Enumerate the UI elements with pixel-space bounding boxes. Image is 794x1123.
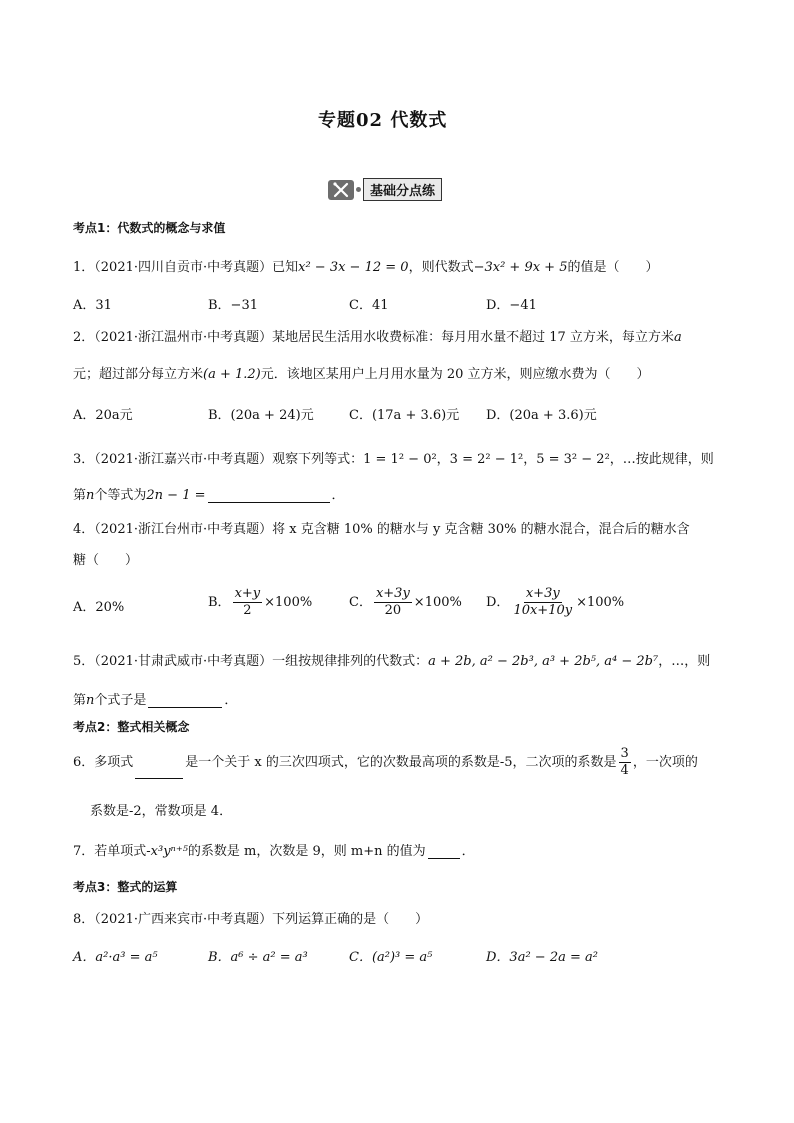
page-title: 专题02 代数式 <box>318 110 448 131</box>
q4-d-fraction: $\frac{x+3y}{10x+10y}$ <box>513 586 573 618</box>
q1-equation: x² − 3x − 12 = 0 <box>298 260 409 275</box>
q4-option-b: B． $\frac{x+y}{2}$ ×100% <box>208 586 313 618</box>
q6-fraction: $\frac{3}{4}$ <box>620 746 629 778</box>
q5-answer-blank <box>148 693 222 708</box>
question-3-line-2: 第n个等式为2n − 1 = ． <box>73 488 345 503</box>
q4-option-c: C． $\frac{x+3y}{20}$ ×100% <box>349 586 462 618</box>
knowledge-point-2: 考点2：整式相关概念 <box>73 720 190 734</box>
q8-option-a: A．a²·a³ = a⁵ <box>73 950 158 965</box>
q3-answer-blank <box>208 488 330 503</box>
question-7: 7．若单项式-x³yⁿ⁺⁵的系数是 m，次数是 9，则 m+n 的值为 ． <box>73 844 475 859</box>
q1-expression: −3x² + 9x + 5 <box>473 260 568 275</box>
section-badge <box>328 178 442 201</box>
question-2-line-1: 2．（2021·浙江温州市·中考真题）某地居民生活用水收费标准：每月用水量不超过 17 立方米，每立方米a <box>73 330 682 345</box>
q8-option-c: C．(a²)³ = a⁵ <box>349 950 433 965</box>
question-5-line-2: 第n个式子是 ． <box>73 693 238 708</box>
question-2-line-2: 元；超过部分每立方米(a + 1.2)元．该地区某用户上月用水量为 20 立方米，则应缴水费为（ ） <box>73 367 650 382</box>
q1-option-a: A．31 <box>73 298 112 313</box>
q4-option-d: D． $\frac{x+3y}{10x+10y}$ ×100% <box>486 586 625 618</box>
q6-answer-blank <box>135 764 183 779</box>
q4-b-fraction: $\frac{x+y}{2}$ <box>234 586 261 618</box>
q2-option-a: A．20a元 <box>73 408 133 423</box>
q7-monomial: -x³yⁿ⁺⁵ <box>146 844 188 859</box>
q8-option-d: D．3a² − 2a = a² <box>486 950 598 965</box>
q4-option-a: A．20% <box>73 600 125 615</box>
q4-c-fraction: $\frac{x+3y}{20}$ <box>375 586 410 618</box>
question-8-stem: 8．（2021·广西来宾市·中考真题）下列运算正确的是（ ） <box>73 912 429 927</box>
section-badge-label: 基础分点练 <box>363 178 442 201</box>
knowledge-point-3: 考点3：整式的运算 <box>73 880 178 894</box>
question-6-line-2: 系数是-2，常数项是 4． <box>90 804 233 819</box>
question-1-stem: 1．（2021·四川自贡市·中考真题）已知x² − 3x − 12 = 0，则代数式−3x² + 9x + 5的值是（ ） <box>73 260 659 275</box>
q1-option-b: B．−31 <box>208 298 258 313</box>
q2-option-c: C．(17a + 3.6)元 <box>349 408 460 423</box>
q8-option-b: B．a⁶ ÷ a² = a³ <box>208 950 308 965</box>
q7-answer-blank <box>428 844 460 859</box>
q1-option-d: D．−41 <box>486 298 537 313</box>
knowledge-point-1: 考点1：代数式的概念与求值 <box>73 221 226 235</box>
crossed-tools-icon <box>328 180 354 200</box>
question-3-line-1: 3．（2021·浙江嘉兴市·中考真题）观察下列等式：1 = 1² − 0²，3 = 2² − 1²，5 = 3² − 2²，…按此规律，则 <box>73 452 714 467</box>
badge-connector-dot <box>356 187 361 192</box>
question-5-line-1: 5．（2021·甘肃武威市·中考真题）一组按规律排列的代数式：a + 2b, a² − 2b³, a³ + 2b⁵, a⁴ − 2b⁷，…，则 <box>73 654 711 669</box>
question-4-line-1: 4．（2021·浙江台州市·中考真题）将 x 克含糖 10% 的糖水与 y 克含糖 30% 的糖水混合，混合后的糖水含 <box>73 522 690 537</box>
q2-option-b: B．(20a + 24)元 <box>208 408 314 423</box>
question-6-line-1: 6．多项式 是一个关于 x 的三次四项式，它的次数最高项的系数是-5，二次项的系数是 $\frac{3}{4}$ ，一次项的 <box>73 746 698 778</box>
q2-option-d: D．(20a + 3.6)元 <box>486 408 597 423</box>
question-4-line-2: 糖（ ） <box>73 553 139 568</box>
q1-option-c: C．41 <box>349 298 389 313</box>
